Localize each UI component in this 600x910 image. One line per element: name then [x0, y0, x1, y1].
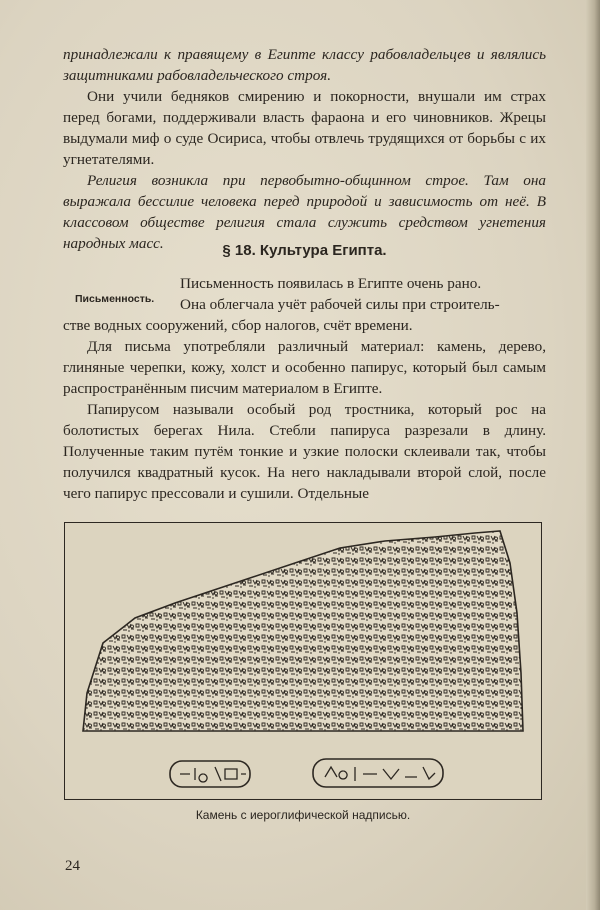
paragraph-4-head [180, 273, 546, 315]
paragraph-5: Для письма употребляли различный материал: камень, дерево, глиняные черепки, кожу, холст и особенно папирус, который был самым распространённым писчим материалом в Египте. [63, 338, 546, 397]
paragraph-4-line-1: Письменность появилась в Египте очень рано. [180, 275, 482, 292]
paragraph-4-rest: стве водных сооружений, сбор налогов, счёт времени. [63, 317, 413, 334]
paragraph-6: Папирусом называли особый род тростника, который рос на болотистых берегах Нила. Стебли папируса разрезали в длину. Полученные таким путём тонкие и узкие полоски склеивали так, чтобы получился квадратный кусок. На него накладывали второй слой, после чего папирус прессовали и сушили. Отдельные [63, 401, 546, 502]
section-heading-wrap [63, 240, 546, 261]
section-heading: § 18. Культура Египта. [222, 242, 387, 259]
side-label-writing: Письменность. [75, 293, 155, 305]
paragraph-1: принадлежали к правящему в Египте классу рабовладельцев и являлись защитниками рабовладельческого строя. [63, 46, 546, 84]
text-block-body [63, 315, 546, 504]
hieroglyph-stone-illustration [65, 523, 540, 798]
text-block-top [63, 44, 546, 254]
paragraph-4-line-2: Она облегчала учёт рабочей силы при строитель- [180, 296, 500, 313]
page-number: 24 [65, 858, 80, 874]
paragraph-3: Религия возникла при первобытно-общинном строе. Там она выражала бессилие человека перед природой и зависимость от неё. В классовом обществе религия стала служить средством угнетения народных масс. [63, 172, 546, 252]
paragraph-2: Они учили бедняков смирению и покорности, внушали им страх перед богами, поддерживали власть фараона и его чиновников. Жрецы выдумали миф о суде Осириса, чтобы отвлечь трудящихся от борьбы с их угнетателями. [63, 88, 546, 168]
book-spine-shadow [586, 0, 600, 910]
figure-caption: Камень с иероглифической надписью. [195, 808, 411, 822]
rosetta-stone-figure [64, 522, 542, 800]
